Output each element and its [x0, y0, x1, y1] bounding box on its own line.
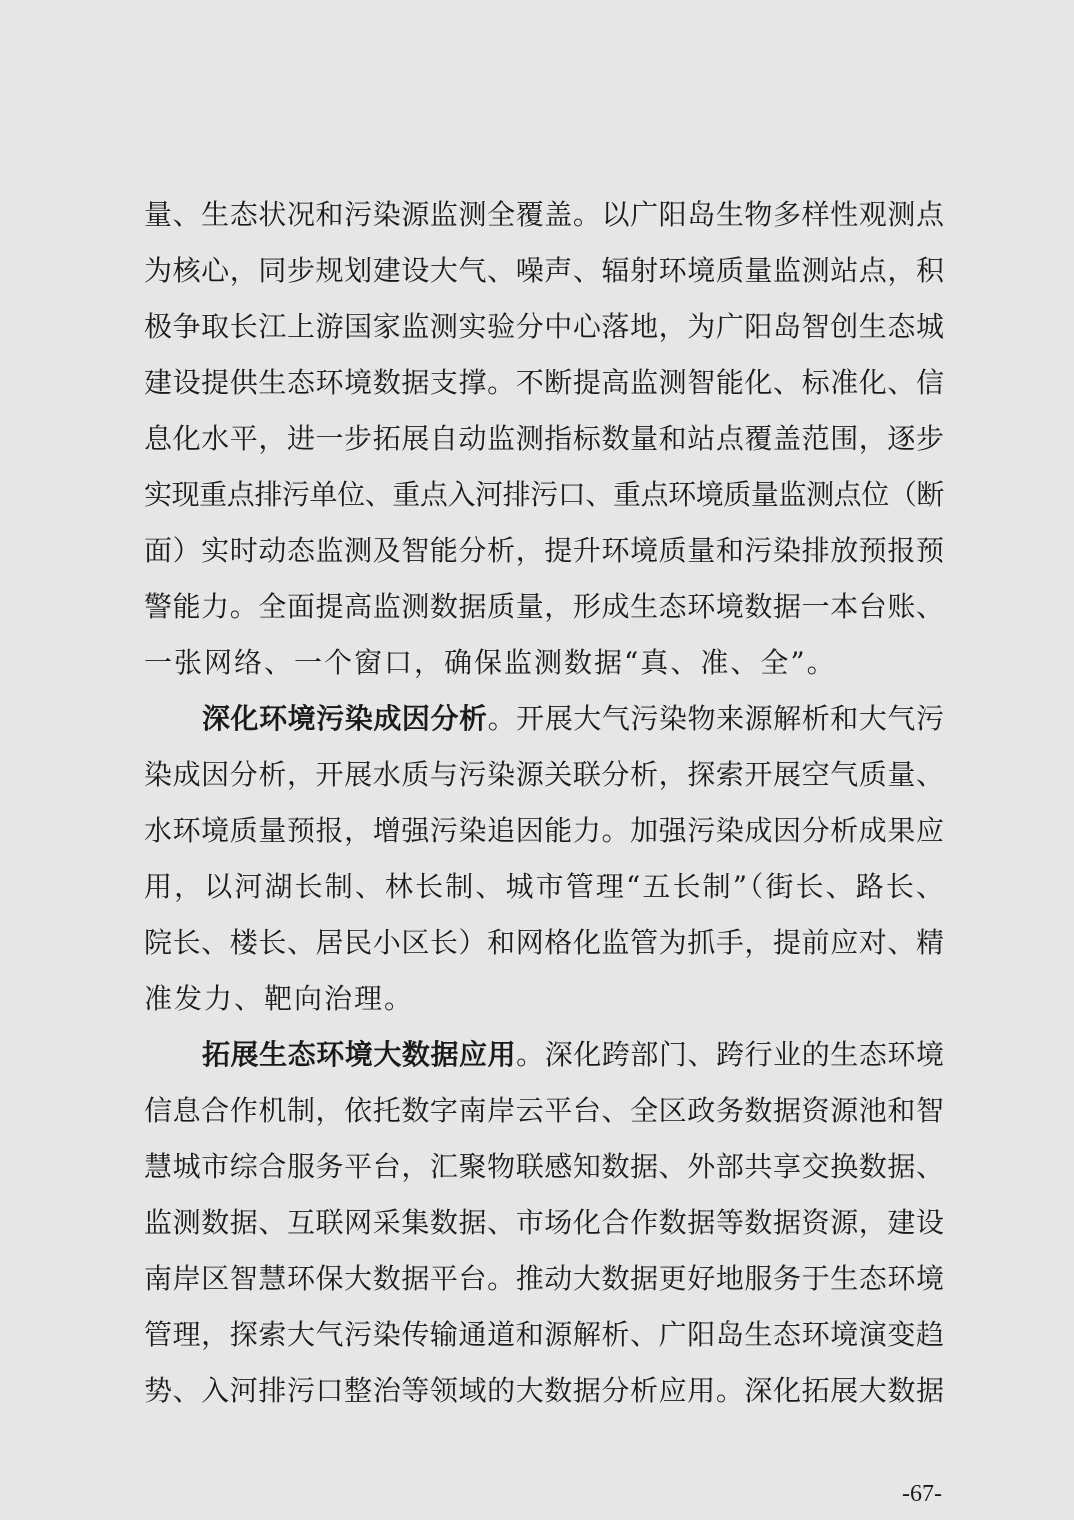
text-line: 准发力、靶向治理。 — [144, 982, 415, 1015]
text-line: 极争取长江上游国家监测实验分中心落地，为广阳岛智创生态城 — [144, 310, 944, 343]
text-line: 为核心，同步规划建设大气、噪声、辐射环境质量监测站点，积 — [144, 254, 944, 287]
paragraph-pollution-cause — [144, 691, 944, 1027]
text-line: 监测数据、互联网采集数据、市场化合作数据等数据资源，建设 — [144, 1206, 944, 1239]
paragraph-first-line — [144, 1027, 944, 1083]
text-line: 息化水平，进一步拓展自动监测指标数量和站点覆盖范围，逐步 — [144, 422, 944, 455]
section-heading: 拓展生态环境大数据应用 — [202, 1038, 517, 1071]
text-line: 水环境质量预报，增强污染追因能力。加强污染成因分析成果应 — [144, 814, 944, 847]
text-line: 管理，探索大气污染传输通道和源解析、广阳岛生态环境演变趋 — [144, 1318, 944, 1351]
text-line: 警能力。全面提高监测数据质量，形成生态环境数据一本台账、 — [144, 590, 944, 623]
text-line: 实现重点排污单位、重点入河排污口、重点环境质量监测点位（断 — [144, 478, 944, 511]
text-line: 院长、楼长、居民小区长）和网格化监管为抓手，提前应对、精 — [144, 926, 944, 959]
text-line: 南岸区智慧环保大数据平台。推动大数据更好地服务于生态环境 — [144, 1262, 944, 1295]
heading-continuation: 。开展大气污染物来源解析和大气污 — [487, 702, 944, 735]
text-line: 用，以河湖长制、林长制、城市管理“五长制”（街长、路长、 — [144, 870, 944, 903]
text-line: 一张网络、一个窗口，确保监测数据“真、准、全”。 — [144, 646, 837, 679]
paragraph-first-line — [144, 691, 944, 747]
text-line: 量、生态状况和污染源监测全覆盖。以广阳岛生物多样性观测点 — [144, 198, 944, 231]
text-line: 慧城市综合服务平台，汇聚物联感知数据、外部共享交换数据、 — [144, 1150, 944, 1183]
paragraph-monitoring — [144, 187, 944, 691]
text-line: 染成因分析，开展水质与污染源关联分析，探索开展空气质量、 — [144, 758, 944, 791]
text-line: 面）实时动态监测及智能分析，提升环境质量和污染排放预报预 — [144, 534, 944, 567]
section-heading: 深化环境污染成因分析 — [202, 702, 488, 735]
text-line: 建设提供生态环境数据支撑。不断提高监测智能化、标准化、信 — [144, 366, 944, 399]
page-number: -67- — [902, 1481, 942, 1507]
paragraph-big-data — [144, 1027, 944, 1419]
text-line: 势、入河排污口整治等领域的大数据分析应用。深化拓展大数据 — [144, 1374, 944, 1407]
text-line: 信息合作机制，依托数字南岸云平台、全区政务数据资源池和智 — [144, 1094, 944, 1127]
heading-continuation: 。深化跨部门、跨行业的生态环境 — [516, 1038, 944, 1071]
body-text — [144, 187, 944, 1419]
